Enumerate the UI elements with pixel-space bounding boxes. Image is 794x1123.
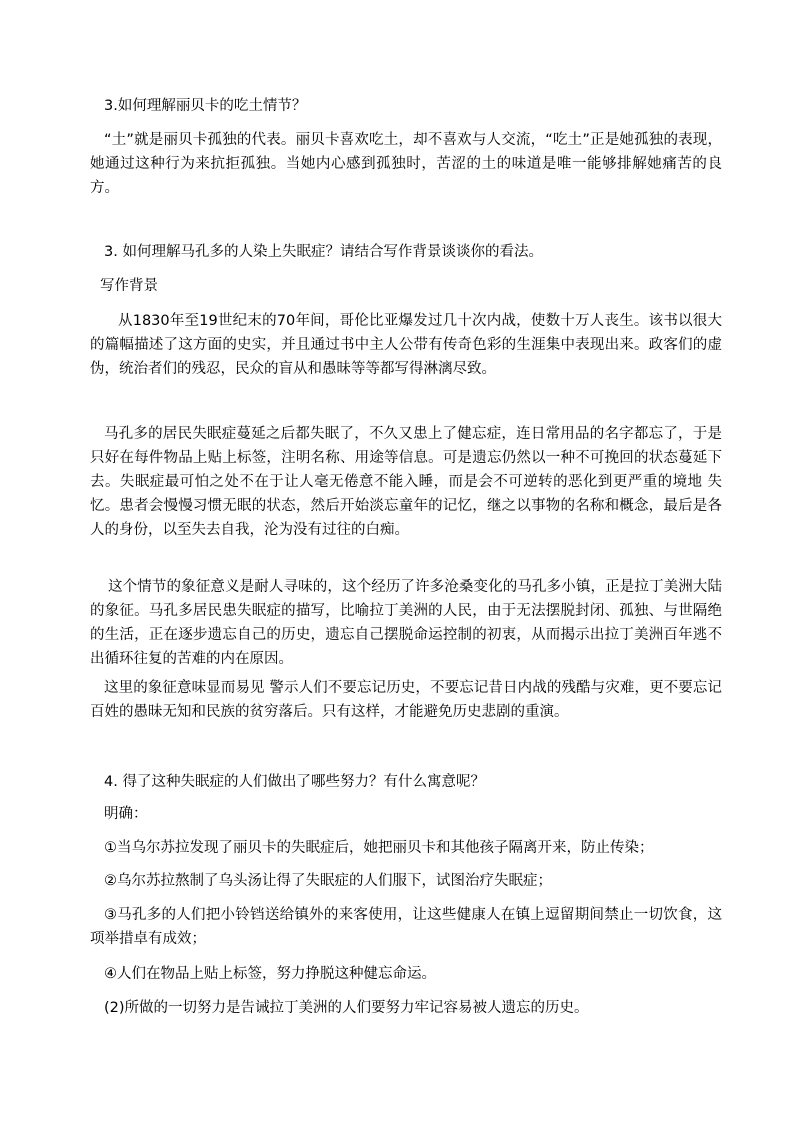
effort-item-1: ①当乌尔苏拉发现了丽贝卡的失眠症后，她把丽贝卡和其他孩子隔离开来，防止传染； [104, 840, 654, 856]
question-3-rebecca-answer: “土”就是丽贝卡孤独的代表。丽贝卡喜欢吃土，却不喜欢与人交流，“吃土”正是她孤独的表现，她通过这种行为来抗拒孤独。当她内心感到孤独时，苦涩的土的味道是唯一能够排解她痛苦的良方。 [90, 132, 722, 196]
insomnia-paragraph-2: 这个情节的象征意义是耐人寻味的，这个经历了许多沧桑变化的马孔多小镇，正是拉丁美洲大陆的象征。马孔多居民患失眠症的描写，比喻拉丁美洲的人民，由于无法摆脱封闭、孤独、与世隔绝的生活，正在逐步遗忘自己的历史，遗忘自己摆脱命运控制的初衷，从而揭示出拉丁美洲百年逃不出循环往复的苦难的内在原因。 [90, 579, 722, 667]
conclusion: (2)所做的一切努力是告诫拉丁美洲的人们要努力牢记容易被人遗忘的历史。 [104, 1000, 589, 1016]
insomnia-paragraph-1: 马孔多的居民失眠症蔓延之后都失眠了，不久又患上了健忘症，连日常用品的名字都忘了，于是只好在每件物品上贴上标签，注明名称、用途等信息。可是遗忘仍然以一种不可挽回的状态蔓延下去。失眠症最可怕之处不在于让人毫无倦意不能入睡，而是会不可逆转的恶化到更严重的境地 失忆。患者会慢慢习惯无眠的状态，然后开始淡忘童年的记忆，继之以事物的名称和概念，最后是各人的身份，以至失去自我，沦为没有过往的白痴。 [90, 426, 722, 538]
insomnia-paragraph-3: 这里的象征意味显而易见 警示人们不要忘记历史，不要忘记昔日内战的残酷与灾难，更不要忘记百姓的愚昧无知和民族的贫穷落后。只有这样，才能避免历史悲剧的重演。 [90, 680, 722, 720]
clarify-label: 明确： [104, 806, 148, 822]
question-3-rebecca-heading: 3.如何理解丽贝卡的吃土情节？ [104, 98, 307, 114]
question-3-insomnia-heading: 3. 如何理解马孔多的人染上失眠症？请结合写作背景谈谈你的看法。 [104, 244, 543, 260]
effort-item-2: ②乌尔苏拉熬制了乌头汤让得了失眠症的人们服下，试图治疗失眠症； [104, 873, 552, 889]
effort-item-3: ③马孔多的人们把小铃铛送给镇外的来客使用，让这些健康人在镇上逗留期间禁止一切饮食，这项举措卓有成效； [90, 907, 722, 947]
question-4-heading: 4. 得了这种失眠症的人们做出了哪些努力？有什么寓意呢？ [104, 774, 485, 790]
effort-item-4: ④人们在物品上贴上标签，努力挣脱这种健忘命运。 [104, 966, 436, 982]
background-paragraph: 从1830年至19世纪末的70年间，哥伦比亚爆发过几十次内战，使数十万人丧生。该书以很大的篇幅描述了这方面的史实，并且通过书中主人公带有传奇色彩的生涯集中表现出来。政客们的虚伪，统治者们的残忍，民众的盲从和愚昧等等都写得淋漓尽致。 [90, 313, 722, 377]
background-label: 写作背景 [100, 278, 158, 294]
